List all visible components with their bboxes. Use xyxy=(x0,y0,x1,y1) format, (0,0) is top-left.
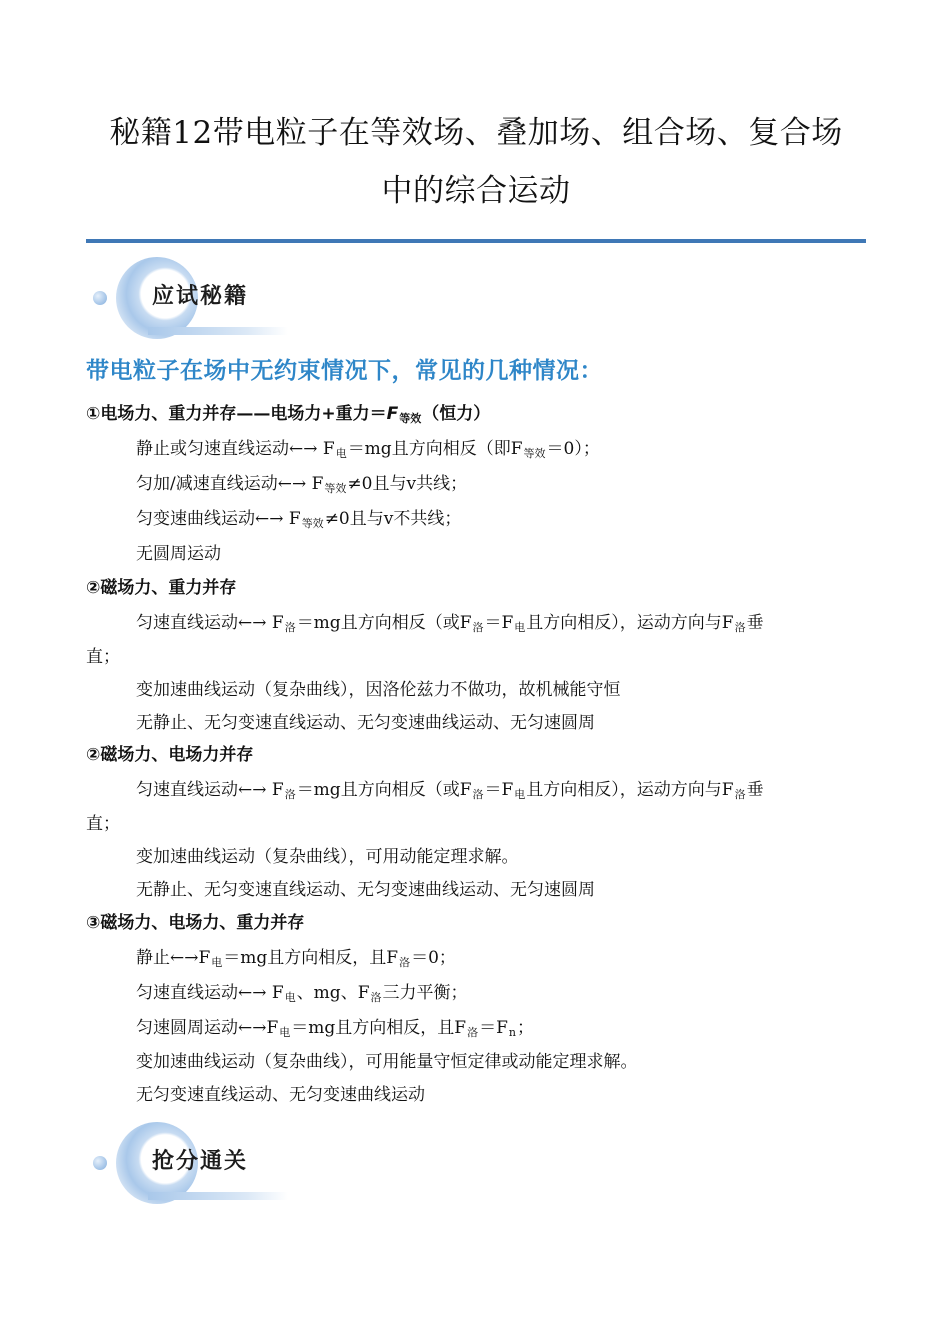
case-1-heading xyxy=(86,402,490,428)
tips-badge-label: 应试秘籍 xyxy=(152,284,249,309)
case-1-heading-subscript: 等效 xyxy=(399,412,422,425)
case-4-line-4: 变加速曲线运动（复杂曲线），可用能量守恒定律或动能定理求解。 xyxy=(136,1052,638,1072)
badge-underline xyxy=(148,327,288,335)
text-run: 垂 xyxy=(746,780,764,800)
text-run: 匀速直线运动←→ F xyxy=(136,983,284,1003)
page-title-line-2: 中的综合运动 xyxy=(381,173,571,209)
text-run: ＝mg且方向相反（或F xyxy=(296,780,472,800)
title-divider xyxy=(86,239,866,243)
subscript: 洛 xyxy=(284,788,296,801)
text-run: 且方向相反），运动方向与F xyxy=(526,613,734,633)
text-run: 静止或匀速直线运动←→ F xyxy=(136,439,335,459)
case-1-line-4: 无圆周运动 xyxy=(136,544,221,564)
case-1-line-3 xyxy=(136,507,461,533)
practice-badge xyxy=(90,1118,295,1208)
case-2-line-3: 无静止、无匀变速直线运动、无匀变速曲线运动、无匀速圆周 xyxy=(136,713,595,733)
subscript: 洛 xyxy=(734,621,746,634)
subscript: 等效 xyxy=(324,482,347,495)
text-run: ＝F xyxy=(484,613,514,633)
text-run: 匀变速曲线运动←→ F xyxy=(136,509,301,529)
section-heading: 带电粒子在场中无约束情况下，常见的几种情况： xyxy=(86,358,603,384)
text-run: 、mg、F xyxy=(296,983,370,1003)
subscript: 洛 xyxy=(370,991,382,1004)
text-run: ≠0且与v共线； xyxy=(347,474,468,494)
case-4-line-2 xyxy=(136,981,468,1007)
text-run: ＝0； xyxy=(411,948,456,968)
text-run: ＝F xyxy=(484,780,514,800)
text-run: ≠0且与v不共线； xyxy=(324,509,462,529)
case-3-line-1-wrap: 直； xyxy=(86,814,120,834)
case-1-heading-text: ①电场力、重力并存——电场力+重力＝ xyxy=(86,404,387,424)
case-2-heading: ②磁场力、重力并存 xyxy=(86,578,237,598)
case-4-line-5: 无匀变速直线运动、无匀变速曲线运动 xyxy=(136,1085,425,1105)
case-2-line-1-wrap: 直； xyxy=(86,647,120,667)
subscript: 电 xyxy=(284,991,296,1004)
text-run: ＝0）； xyxy=(546,439,600,459)
page-title-line-1: 秘籍12带电粒子在等效场、叠加场、组合场、复合场 xyxy=(109,115,843,151)
text-run: 垂 xyxy=(746,613,764,633)
text-run: ＝F xyxy=(479,1018,508,1038)
case-4-line-3 xyxy=(136,1016,534,1042)
text-run: ＝mg且方向相反，且F xyxy=(223,948,399,968)
case-4-heading: ③磁场力、电场力、重力并存 xyxy=(86,913,305,933)
case-1-line-1 xyxy=(136,437,600,463)
case-3-line-2: 变加速曲线运动（复杂曲线），可用动能定理求解。 xyxy=(136,847,519,867)
text-run: 匀速直线运动←→ F xyxy=(136,780,284,800)
case-2-line-2: 变加速曲线运动（复杂曲线），因洛伦兹力不做功，故机械能守恒 xyxy=(136,680,621,700)
text-run: ＝mg且方向相反，且F xyxy=(291,1018,467,1038)
subscript: 洛 xyxy=(284,621,296,634)
subscript: 电 xyxy=(279,1026,291,1039)
subscript: 洛 xyxy=(399,956,411,969)
text-run: 匀速直线运动←→ F xyxy=(136,613,284,633)
subscript: 洛 xyxy=(734,788,746,801)
case-1-line-2 xyxy=(136,472,467,498)
subscript: 洛 xyxy=(467,1026,479,1039)
text-run: 三力平衡； xyxy=(382,983,468,1003)
case-3-line-3: 无静止、无匀变速直线运动、无匀变速曲线运动、无匀速圆周 xyxy=(136,880,595,900)
subscript: 等效 xyxy=(301,517,324,530)
text-run: ； xyxy=(517,1018,534,1038)
case-4-line-1 xyxy=(136,946,456,972)
case-3-heading: ②磁场力、电场力并存 xyxy=(86,745,254,765)
badge-underline xyxy=(148,1192,288,1200)
case-1-heading-suffix: （恒力） xyxy=(422,404,491,424)
text-run: ＝mg且方向相反（即F xyxy=(347,439,523,459)
case-3-line-1 xyxy=(136,778,764,804)
subscript: 电 xyxy=(514,788,526,801)
text-run: 且方向相反），运动方向与F xyxy=(526,780,734,800)
badge-dot-icon xyxy=(93,291,107,305)
case-1-heading-symbol: F xyxy=(386,404,399,424)
case-2-line-1 xyxy=(136,611,764,637)
subscript: 洛 xyxy=(472,788,484,801)
text-run: 静止←→F xyxy=(136,948,211,968)
subscript: 等效 xyxy=(523,447,546,460)
subscript: 电 xyxy=(514,621,526,634)
subscript: n xyxy=(508,1026,516,1039)
badge-dot-icon xyxy=(93,1156,107,1170)
text-run: 匀加/减速直线运动←→ F xyxy=(136,474,324,494)
text-run: 匀速圆周运动←→F xyxy=(136,1018,279,1038)
text-run: ＝mg且方向相反（或F xyxy=(296,613,472,633)
subscript: 洛 xyxy=(472,621,484,634)
subscript: 电 xyxy=(211,956,223,969)
practice-badge-label: 抢分通关 xyxy=(152,1149,249,1174)
subscript: 电 xyxy=(335,447,347,460)
tips-badge xyxy=(90,253,295,343)
